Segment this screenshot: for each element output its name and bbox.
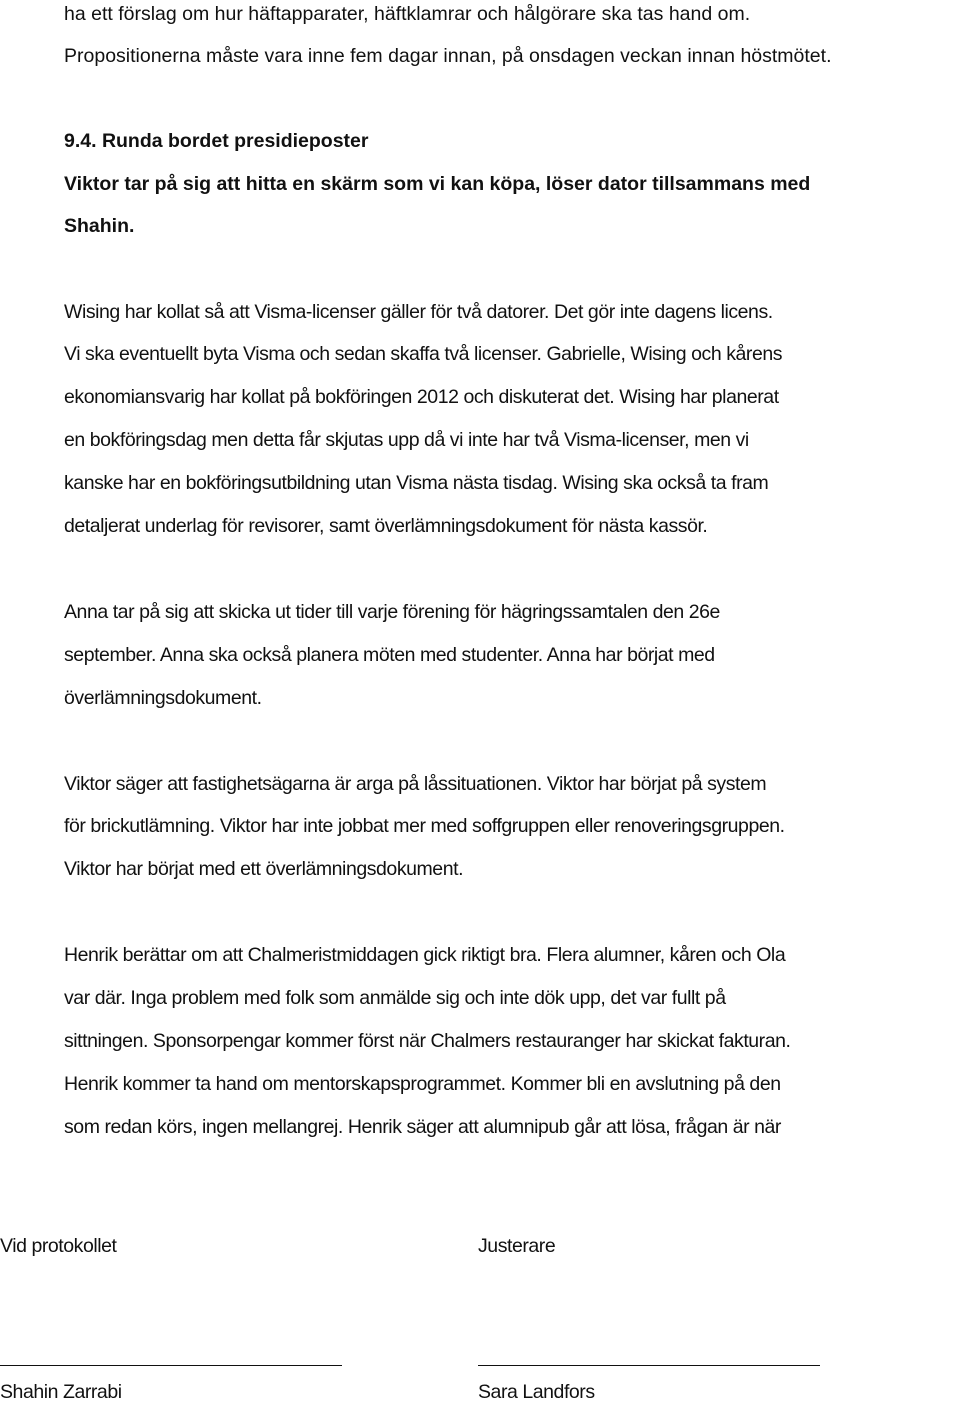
wising-line-4: en bokföringsdag men detta får skjutas upp då vi inte har två Visma-licenser, men vi: [64, 429, 749, 451]
section-line-1: Viktor tar på sig att hitta en skärm som vi kan köpa, löser dator tillsammans med: [64, 173, 811, 195]
section-heading: 9.4. Runda bordet presidieposter: [64, 130, 369, 152]
anna-line-1: Anna tar på sig att skicka ut tider till varje förening för hägringssamtalen den 26e: [64, 601, 720, 623]
right-signature-label: Justerare: [478, 1235, 556, 1257]
wising-line-1: Wising har kollat så att Visma-licenser gäller för två datorer. Det gör inte dagens licens.: [64, 301, 773, 323]
section-line-2: Shahin.: [64, 215, 135, 237]
intro-line-1: ha ett förslag om hur häftapparater, häftklamrar och hålgörare ska tas hand om.: [64, 3, 751, 25]
left-signature-label: Vid protokollet: [0, 1235, 117, 1257]
right-signature-name: Sara Landfors: [478, 1381, 595, 1403]
viktor-line-2: för brickutlämning. Viktor har inte jobbat mer med soffgruppen eller renoveringsgruppen.: [64, 815, 785, 837]
wising-line-3: ekonomiansvarig har kollat på bokföringen 2012 och diskuterat det. Wising har planerat: [64, 386, 779, 408]
henrik-line-2: var där. Inga problem med folk som anmälde sig och inte dök upp, det var fullt på: [64, 987, 726, 1009]
intro-line-2: Propositionerna måste vara inne fem dagar innan, på onsdagen veckan innan höstmötet.: [64, 45, 832, 67]
left-signature-line: [0, 1365, 342, 1366]
wising-line-5: kanske har en bokföringsutbildning utan Visma nästa tisdag. Wising ska också ta fram: [64, 472, 769, 494]
henrik-line-3: sittningen. Sponsorpengar kommer först när Chalmers restauranger har skickat fakturan.: [64, 1030, 791, 1052]
wising-line-2: Vi ska eventuellt byta Visma och sedan skaffa två licenser. Gabrielle, Wising och kårens: [64, 343, 783, 365]
henrik-line-1: Henrik berättar om att Chalmeristmiddagen gick riktigt bra. Flera alumner, kåren och Ola: [64, 944, 786, 966]
right-signature-line: [478, 1365, 820, 1366]
viktor-line-3: Viktor har börjat med ett överlämningsdokument.: [64, 858, 464, 880]
viktor-line-1: Viktor säger att fastighetsägarna är arga på låssituationen. Viktor har börjat på system: [64, 773, 767, 795]
left-signature-name: Shahin Zarrabi: [0, 1381, 122, 1403]
anna-line-2: september. Anna ska också planera möten med studenter. Anna har börjat med: [64, 644, 715, 666]
anna-line-3: överlämningsdokument.: [64, 687, 262, 709]
henrik-line-4: Henrik kommer ta hand om mentorskapsprogrammet. Kommer bli en avslutning på den: [64, 1073, 781, 1095]
wising-line-6: detaljerat underlag för revisorer, samt överlämningsdokument för nästa kassör.: [64, 515, 708, 537]
henrik-line-5: som redan körs, ingen mellangrej. Henrik säger att alumnipub går att lösa, frågan är när: [64, 1116, 781, 1138]
